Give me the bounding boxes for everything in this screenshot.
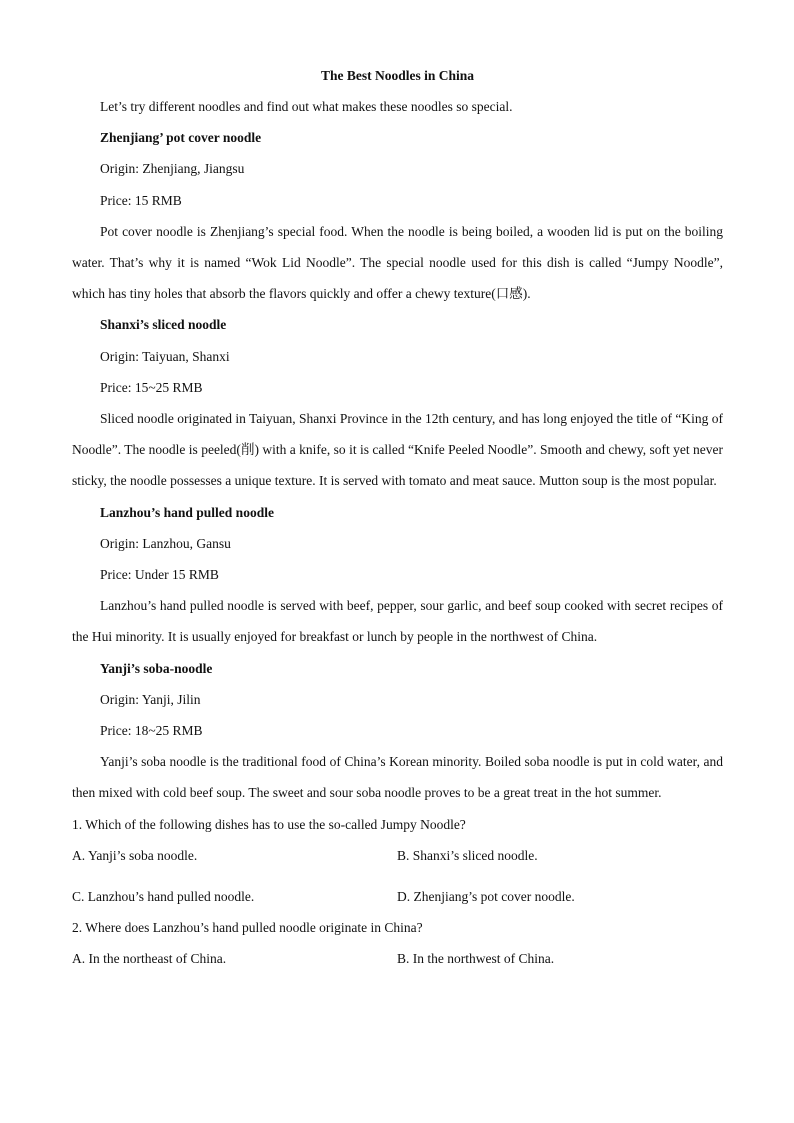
noodle-price: Price: 15~25 RMB: [100, 379, 203, 395]
noodle-price: Price: 15 RMB: [100, 192, 182, 208]
option-b: B. Shanxi’s sliced noodle.: [397, 847, 538, 863]
question-text: 2. Where does Lanzhou’s hand pulled noodle originate in China?: [72, 920, 423, 936]
question-text: 1. Which of the following dishes has to use the so-called Jumpy Noodle?: [72, 816, 466, 832]
option-b: B. In the northwest of China.: [397, 951, 555, 967]
noodle-name: Lanzhou’s hand pulled noodle: [100, 504, 274, 520]
noodle-description: Sliced noodle originated in Taiyuan, Shanxi Province in the 12th century, and has long enjoyed the title of “King of Noodle”. The noodle is peeled(削) with a knife, so it is called “Knife Peeled Noodle”. Smooth and chewy, soft yet never sticky, the noodle possesses a unique texture. It is served with tomato and meat sauce. Mutton soup is the most popular.: [72, 411, 723, 489]
answer-options: [72, 881, 723, 912]
option-a: A. Yanji’s soba noodle.: [72, 847, 198, 863]
noodle-name: Zhenjiang’ pot cover noodle: [100, 130, 262, 146]
answer-options: [72, 840, 723, 871]
noodle-description: Lanzhou’s hand pulled noodle is served with beef, pepper, sour garlic, and beef soup cooked with secret recipes of the Hui minority. It is usually enjoyed for breakfast or lunch by people in the northwest of China.: [72, 598, 723, 645]
question-2: [72, 912, 723, 974]
option-a: A. In the northeast of China.: [72, 951, 227, 967]
noodle-origin: Origin: Yanji, Jilin: [100, 691, 201, 707]
document-page: [72, 60, 723, 975]
document-title: The Best Noodles in China: [320, 68, 475, 83]
noodle-section-shanxi: [72, 309, 723, 496]
noodle-name: Yanji’s soba-noodle: [100, 660, 213, 676]
noodle-origin: Origin: Lanzhou, Gansu: [100, 535, 231, 551]
noodle-origin: Origin: Taiyuan, Shanxi: [100, 348, 230, 364]
noodle-section-yanji: [72, 653, 723, 809]
option-d: D. Zhenjiang’s pot cover noodle.: [397, 889, 575, 905]
noodle-description: Yanji’s soba noodle is the traditional food of China’s Korean minority. Boiled soba noodle is put in cold water, and then mixed with cold beef soup. The sweet and sour soba noodle proves to be a great treat in the hot summer.: [72, 754, 723, 801]
question-1: [72, 809, 723, 913]
noodle-description: Pot cover noodle is Zhenjiang’s special food. When the noodle is being boiled, a wooden lid is put on the boiling water. That’s why it is named “Wok Lid Noodle”. The special noodle used for this dish is called “Jumpy Noodle”, which has tiny holes that absorb the flavors quickly and offer a chewy texture(口感).: [72, 223, 723, 302]
noodle-section-lanzhou: [72, 497, 723, 653]
intro-paragraph: Let’s try different noodles and find out what makes these noodles so special.: [100, 99, 513, 114]
noodle-origin: Origin: Zhenjiang, Jiangsu: [100, 161, 245, 177]
noodle-section-zhenjiang: [72, 122, 723, 309]
option-c: C. Lanzhou’s hand pulled noodle.: [72, 889, 255, 905]
noodle-price: Price: Under 15 RMB: [100, 567, 219, 583]
noodle-price: Price: 18~25 RMB: [100, 723, 203, 739]
answer-options: [72, 943, 723, 974]
noodle-name: Shanxi’s sliced noodle: [100, 317, 227, 333]
